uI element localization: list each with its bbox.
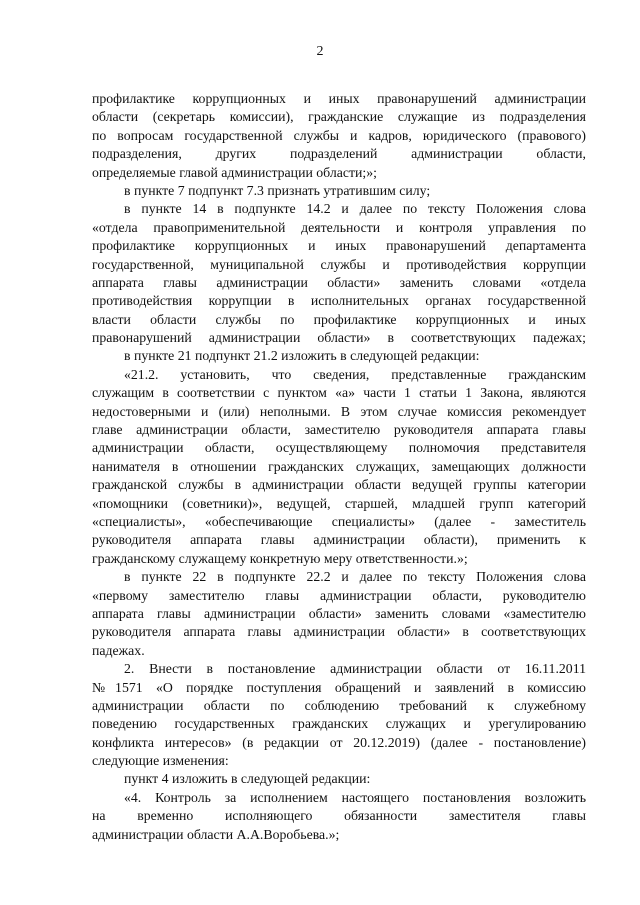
- text-line: власти области службы по профилактике коррупционных и иных: [92, 311, 586, 327]
- text-line: конфликта интересов» (в редакции от 20.12.2019) (далее - постановление): [92, 734, 586, 750]
- text-line: в пункте 14 в подпункте 14.2 и далее по тексту Положения слова: [124, 201, 586, 217]
- text-line: в пункте 21 подпункт 21.2 изложить в следующей редакции:: [124, 348, 480, 364]
- text-line: «помощники (советники)», ведущей, старшей, младшей групп категорий: [92, 495, 586, 511]
- text-line: «первому заместителю главы администрации области, руководителю: [92, 587, 586, 603]
- text-line: №1571 «О порядке поступления обращений и заявлений в комиссию: [92, 679, 586, 695]
- text-line: «отдела правоприменительной деятельности и контроля управления по: [92, 219, 586, 235]
- text-line: главе администрации области, заместителю руководителя аппарата главы: [92, 422, 586, 438]
- text-line: на временно исполняющего обязанности заместителя главы: [92, 808, 586, 824]
- text-line: поведению государственных гражданских служащих и урегулированию: [92, 716, 586, 732]
- text-line: в пункте 7 подпункт 7.3 признать утратившим силу;: [124, 182, 431, 198]
- text-line: администрации области, осуществляющему полномочия представителя: [92, 440, 586, 456]
- text-line: «специалисты», «обеспечивающие специалисты» (далее - заместитель: [92, 513, 586, 529]
- text-line: по вопросам государственной службы и кадров, юридического (правового): [92, 127, 586, 143]
- text-line: области (секретарь комиссии), гражданские служащие из подразделения: [92, 109, 586, 125]
- text-line: определяемые главой администрации области;»;: [92, 164, 377, 180]
- text-line: нанимателя в отношении гражданских служащих, замещающих должности: [92, 458, 586, 474]
- text-line: руководителя аппарата главы администрации области), применить к: [92, 532, 586, 548]
- text-line: 2. Внести в постановление администрации области от 16.11.2011: [124, 661, 586, 677]
- text-line: государственной, муниципальной службы и противодействия коррупции: [92, 256, 586, 272]
- text-line: администрации области А.А.Воробьева.»;: [92, 826, 340, 842]
- text-line: аппарата главы администрации области» заменить словами «отдела: [92, 274, 586, 290]
- text-line: пункт 4 изложить в следующей редакции:: [124, 771, 371, 787]
- text-line: «21.2. установить, что сведения, представленные гражданским: [124, 366, 586, 382]
- page-number: 2: [316, 44, 324, 59]
- text-line: служащим в соответствии с пунктом «а» части 1 статьи 1 Закона, являются: [92, 385, 586, 401]
- text-line: профилактике коррупционных и иных правонарушений департамента: [92, 238, 586, 254]
- text-line: недостоверными и (или) неполными. В этом случае комиссия рекомендует: [92, 403, 586, 419]
- text-line: «4. Контроль за исполнением настоящего постановления возложить: [124, 789, 586, 805]
- text-line: аппарата главы администрации области» заменить словами «заместителю: [92, 605, 586, 621]
- text-line: падежах.: [92, 642, 145, 658]
- text-line: в пункте 22 в подпункте 22.2 и далее по тексту Положения слова: [124, 569, 586, 585]
- text-line: профилактике коррупционных и иных правонарушений администрации: [92, 91, 586, 106]
- text-line: правонарушений администрации области» в соответствующих падежах;: [92, 330, 586, 346]
- text-line: подразделения, других подразделений администрации области,: [92, 146, 586, 162]
- text-line: руководителя аппарата главы администрации области» в соответствующих: [92, 624, 586, 640]
- document-body: [92, 90, 586, 844]
- text-line: гражданской службы в администрации области ведущей группы категории: [92, 477, 586, 493]
- text-line: противодействия коррупции в исполнительных органах государственной: [92, 293, 586, 309]
- text-line: следующие изменения:: [92, 753, 229, 769]
- text-line: гражданскому служащему конкретную меру ответственности.»;: [92, 550, 468, 566]
- text-line: администрации области по соблюдению требований к служебному: [92, 697, 586, 713]
